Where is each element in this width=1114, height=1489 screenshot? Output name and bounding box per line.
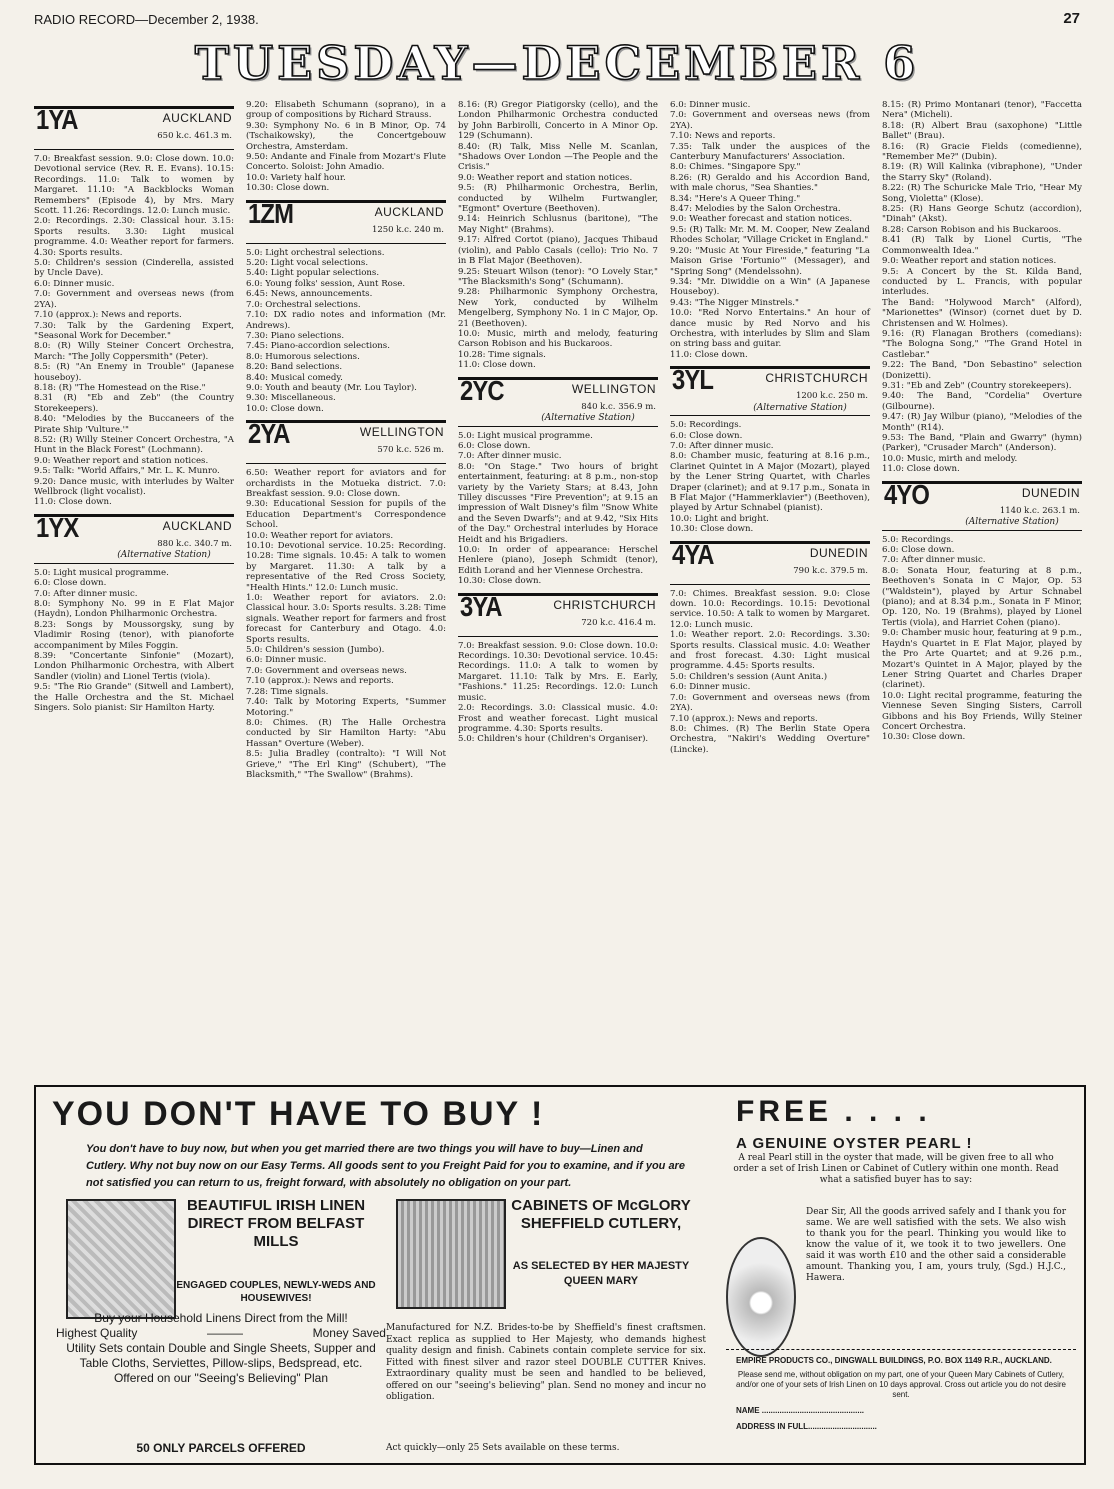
programme-item: 8.47: Melodies by the Salon Orchestra. [670, 204, 841, 215]
ad-free: FREE . . . . [736, 1095, 931, 1128]
programme-item: 8.0: Humorous selections. [246, 351, 360, 362]
station-call-sign: 4YA [672, 538, 714, 570]
station-city: CHRISTCHURCH [553, 597, 656, 612]
station-header [246, 197, 446, 244]
order-coupon [726, 1349, 1076, 1461]
programme-item: 8.0: Chimes. "Singapore Spy." [670, 162, 801, 173]
column-2 [246, 100, 446, 780]
programme-item: 9.14: Heinrich Schlusnus (baritone), "The May Night" (Brahms). [458, 214, 658, 235]
programme-item: 10.30: Close down. [246, 183, 330, 194]
programme-item: 6.0: Dinner music. [670, 682, 751, 693]
programme-item: 11.0: Close down. [34, 497, 112, 508]
running-header [34, 12, 1080, 30]
programme-item: 10.0: Weather report for aviators. [246, 530, 394, 541]
programme-item: 7.0: Chimes. Breakfast session. 9.0: Close down. 10.0: Recordings. 10.15: Devotional service. 10.50: A talk to women by Margaret. 12.0: Lunch music. [670, 588, 870, 630]
programme-item: 9.0: Youth and beauty (Mr. Lou Taylor). [246, 382, 417, 393]
station-frequency: 720 k.c. 416.4 m. [581, 617, 656, 628]
programme-item: 7.0: Orchestral selections. [246, 299, 361, 310]
programme-item: 8.40: (R) Talk, Miss Nelle M. Scanlan, "Shadows Over London —The People and the Crisis." [458, 141, 658, 173]
station-alt-label: (Alternative Station) [965, 517, 1059, 528]
programme-item: 9.17: Alfred Cortot (piano), Jacques Thibaud (violin), and Pablo Casals (cello): Trio No. 7 in B Flat Major (Beethoven). [458, 235, 658, 267]
programme-item: 9.5: A Concert by the St. Kilda Band, conducted by L. Francis, with popular interludes. [882, 266, 1082, 298]
station-header [458, 590, 658, 637]
testimonial-letter: Dear Sir, All the goods arrived safely and I thank you for same. We are well satisfied with the sets. We also wish to thank you for the pearl. Thinking you would like to know the value of it, we took it to two jewellers. One said it was worth £10 and the other said a considerable amount. Thanking you, I am, yours truly, (Sgd.) H.J.C., Hawera. [806, 1207, 1066, 1283]
programme-item: 2.0: Recordings. 2.30: Classical hour. 3.15: Sports results. 3.30: Light musical programme. 4.0: Weather report for farmers. 4.30: Sports results. [34, 216, 234, 258]
programme-item: 8.18: (R) Albert Brau (saxophone) "Little Ballet" (Brau). [882, 120, 1082, 142]
programme-item: 8.5: Julia Bradley (contralto): "I Will Not Grieve," "The Erl King" (Schubert), "The Blacksmith," "The Swallow" (Brahms). [246, 749, 446, 780]
programme-item: 10.30: Close down. [458, 576, 542, 587]
station-call-sign: 1ZM [248, 197, 294, 229]
station-frequency: 650 k.c. 461.3 m. [157, 131, 232, 141]
station-header [882, 478, 1082, 531]
programme-item: 8.52: (R) Willy Steiner Concert Orchestra, "A Hunt in the Black Forest" (Lochmann). [34, 434, 234, 456]
programme-item: 10.30: Close down. [882, 732, 966, 743]
station-call-sign: 2YA [248, 418, 290, 450]
programme-item: 9.0: Weather forecast and station notices. [670, 214, 853, 225]
programme-item: 5.0: Children's hour (Children's Organiser). [458, 734, 649, 745]
programme-item: 7.0: Government and overseas news (from 2YA). [670, 110, 870, 131]
programme-item: 8.0: Chimes. (R) The Halle Orchestra conducted by Sir Hamilton Harty: "Abu Hassan" Overture (Weber). [246, 717, 446, 749]
programme-item: The Band: "Holywood March" (Alford), "Marionettes" (Winsor) (cornet duet by D. Christensen and W. Holmes). [882, 297, 1082, 329]
programme-item: 8.0: Symphony No. 99 in E Flat Major (Haydn), London Philharmonic Orchestra. [34, 599, 234, 620]
programme-item: 6.0: Close down. [458, 440, 531, 451]
ad-intro: You don't have to buy now, but when you get married there are two things you will have to buy—Linen and Cutlery. Why not buy now on our Easy Terms. All goods sent to you Freight Paid for you to examine, and if you are not satisfied you can return to us, freight forward, with absolutely no obligation on your part. [86, 1143, 685, 1189]
programme-item: 5.0: Recordings. [670, 420, 742, 431]
programme-item: 1.0: Weather report for aviators. 2.0: Classical hour. 3.0: Sports results. 3.28: Time signals. Weather report for farmers and frost forecast for Canterbury and Otago. 4.0: Sports results. [246, 593, 446, 645]
station-alt-label: (Alternative Station) [541, 413, 635, 424]
station-header [246, 420, 446, 464]
programme-item: 6.0: Dinner music. [34, 278, 115, 289]
programme-item: 9.30: Miscellaneous. [246, 393, 336, 404]
station-header [34, 511, 234, 564]
programme-item: 8.16: (R) Gracie Fields (comedienne), "Remember Me?" (Dubin). [882, 141, 1082, 163]
cutlery-illustration [396, 1199, 506, 1309]
programme-item: 8.39: "Concertante Sinfonie" (Mozart), London Philharmonic Orchestra, with Albert Sandler (violin) and Lionel Tertis (viola). [34, 651, 234, 682]
linen-quality: Highest Quality [56, 1326, 138, 1340]
programme-item: 9.53: The Band, "Plain and Gwarry" (hymn) (Parker), "Crusader March" (Anderson). [882, 433, 1082, 454]
ad-pearl-heading: A GENUINE OYSTER PEARL ! [736, 1135, 973, 1152]
programme-item: 6.50: Weather report for aviators and for orchardists in the Motueka district. 7.0: Breakfast session. 9.0: Close down. [246, 468, 446, 499]
programme-item: 8.16: (R) Gregor Piatigorsky (cello), and the London Philharmonic Orchestra conducted by John Barbirolli, Concerto in A Minor Op. 129 (Schumann). [458, 100, 658, 142]
programme-item: 8.20: Band selections. [246, 362, 343, 373]
coupon-name-field[interactable]: NAME .............................................. [736, 1406, 865, 1415]
linen-subtitle: ENGAGED COUPLES, NEWLY-WEDS AND HOUSEWIVES! [176, 1280, 376, 1304]
programme-item: 7.10: News and reports. [670, 131, 776, 142]
station-city: AUCKLAND [374, 204, 444, 219]
station-city: CHRISTCHURCH [765, 371, 868, 386]
cutlery-final: Act quickly—only 25 Sets available on these terms. [386, 1443, 620, 1453]
programme-item: 10.0: Music, mirth and melody, featuring Carson Robison and his Buckaroos. [458, 328, 658, 350]
programme-item: 5.0: Recordings. [882, 534, 954, 545]
programme-item: 7.10: DX radio notes and information (Mr. Andrews). [246, 310, 446, 331]
programme-item: 1.0: Weather report. 2.0: Recordings. 3.30: Sports results. Classical music. 4.0: Weather and frost forecast. 4.30: Light musical programme. 4.45: Sports results. [670, 630, 870, 672]
cutlery-title: CABINETS OF McGLORY SHEFFIELD CUTLERY, [511, 1197, 691, 1232]
station-city: WELLINGTON [571, 381, 656, 396]
programme-item: 5.0: Children's session (Jumbo). [246, 645, 385, 656]
station-frequency: 790 k.c. 379.5 m. [793, 565, 868, 576]
station-frequency: 880 k.c. 340.7 m. [157, 538, 232, 549]
programme-item: 8.31 (R) "Eb and Zeb" (the Country Storekeepers). [34, 393, 234, 414]
programme-item: 7.10 (approx.): News and reports. [246, 676, 394, 687]
programme-item: 7.10 (approx.): News and reports. [34, 310, 182, 321]
programme-item: 10.0: Light and bright. [670, 513, 769, 524]
programme-item: 7.40: Talk by Motoring Experts, "Summer Motoring." [246, 697, 446, 718]
programme-item: 10.0: In order of appearance: Herschel Henlere (piano), Joseph Schmidt (tenor), Edith Lorand and her Viennese Orchestra. [458, 545, 658, 576]
programme-item: 9.16: (R) Flanagan Brothers (comedians): "The Bologna Song," "The Grand Hotel in Castlebar." [882, 328, 1082, 360]
day-title: TUESDAY—DECEMBER 6 [194, 36, 920, 90]
programme-item: 10.0: Variety half hour. [246, 172, 346, 183]
station-call-sign: 3YA [460, 590, 502, 622]
page-number: 27 [1063, 10, 1080, 27]
programme-item: 10.10: Devotional service. 10.25: Recording. 10.28: Time signals. 10.45: A talk to women by Margaret. 11.30: A talk by a representative of the Red Cross Society, "Health Hints." 12.0: Lunch music. [246, 541, 446, 593]
programme-item: 9.30: Educational Session for pupils of the Education Department's Correspondence School. [246, 499, 446, 531]
linen-row [56, 1326, 386, 1341]
station-call-sign: 4YO [884, 478, 930, 510]
programme-item: 2.0: Recordings. 3.0: Classical music. 4.0: Frost and weather forecast. Light musical programme. 4.30: Sports results. [458, 703, 658, 734]
programme-item: 6.0: Dinner music. [670, 100, 751, 110]
programme-item: 8.25: (R) Hans George Schutz (accordion), "Dinah" (Akst). [882, 204, 1082, 225]
linen-line: Buy your Household Linens Direct from the Mill! [94, 1311, 348, 1325]
station-frequency: 570 k.c. 526 m. [377, 445, 444, 456]
station-city: WELLINGTON [359, 425, 444, 440]
programme-item: 7.0: After dinner music. [34, 588, 138, 599]
programme-item: 10.0: Close down. [246, 403, 324, 414]
programme-item: 9.20: Elisabeth Schumann (soprano), in a group of compositions by Richard Strauss. [246, 100, 446, 121]
station-city: AUCKLAND [162, 111, 232, 125]
column-3 [458, 100, 658, 745]
station-frequency: 1200 k.c. 250 m. [795, 391, 868, 402]
pearl-body: A real Pearl still in the oyster that made, will be given free to all who order a set of Irish Linen or Cabinet of Cutlery within one month. Read what a satisfied buyer has to say: [733, 1153, 1059, 1185]
programme-item: 9.30: Symphony No. 6 in B Minor, Op. 74 (Tschaikowsky), the Concertgebouw Orchestra, Amsterdam. [246, 120, 446, 152]
programme-item: 6.0: Young folks' session, Aunt Rose. [246, 278, 406, 289]
station-header [458, 374, 658, 427]
linen-sets: Utility Sets contain Double and Single Sheets, Supper and Table Cloths, Serviettes, Pillow-slips, Bedspread, etc. [66, 1341, 376, 1370]
programme-item: 7.0: Breakfast session. 9.0: Close down. 10.0: Recordings. 10.30: Devotional service. 10.45: Recordings. 11.0: A talk to women by Margaret. 11.10: Talk by Mrs. E. Early, "Fashions." 11.25: Recordings. 12.0: Lunch music. [458, 640, 658, 703]
column-4 [670, 100, 870, 755]
cutlery-subtitle: AS SELECTED BY HER MAJESTY QUEEN MARY [512, 1260, 690, 1287]
station-alt-label: (Alternative Station) [117, 550, 211, 561]
cutlery-body: Manufactured for N.Z. Brides-to-be by Sheffield's finest craftsmen. Exact replica as supplied to Her Majesty, who demands highest quality design and finish. Cabinets contain complete service for six. Fitted with finest silver and razor steel DOUBLE CUTTER Knives. Extraordinary quality must be seen and handled to be believed, offered on our "seeing's believing" plan. Send no money and incur no obligation. [386, 1323, 706, 1402]
programme-item: 8.19: (R) Will Kalinka (vibraphone), "Under the Starry Sky" (Roland). [882, 162, 1082, 183]
programme-item: 5.0: Children's session (Cinderella, assisted by Uncle Dave). [34, 258, 234, 279]
station-frequency: 1140 k.c. 263.1 m. [999, 505, 1080, 516]
programme-item: 8.0: (R) Willy Steiner Concert Orchestra, March: "The Jolly Coppersmith" (Peter). [34, 341, 234, 362]
programme-item: 8.0: Sonata Hour, featuring at 8 p.m., Beethoven's Sonata in C Major, Op. 53 ("Waldstein"), played by Artur Schnabel (piano); and at 8.34 p.m., Sonata in F Minor, Op. 120, No. 19 (Brahms), played by Lionel Tertis (viola), and Harriet Cohen (piano). [882, 565, 1082, 628]
programme-item: 8.0: Chamber music, featuring at 8.16 p.m., Clarinet Quintet in A Major (Mozart), played by the Lener String Quartet, with Charles Draper (clarinet); and at 9.17 p.m., Sonata in B Flat Major ("Hammerklavier") (Beethoven), played by Artur Schnabel (pianist). [670, 451, 870, 514]
programme-item: 5.0: Children's session (Aunt Anita.) [670, 671, 828, 682]
linen-body [56, 1311, 386, 1386]
linen-offer: Offered on our "Seeing's Believing" Plan [113, 1371, 329, 1385]
programme-item: 8.0: Chimes. (R) The Berlin State Opera Orchestra, "Nakiri's Wedding Overture" (Lincke). [670, 723, 870, 755]
coupon-address-field[interactable]: ADDRESS IN FULL............................... [736, 1422, 877, 1431]
programme-item: 9.5: (R) Philharmonic Orchestra, Berlin, conducted by Wilhelm Furtwangler, "Egmont" Overture (Beethoven). [458, 183, 658, 215]
programme-item: 9.34: "Mr. Diwiddie on a Win" (A Japanese Houseboy). [670, 276, 870, 298]
linen-final: 50 ONLY PARCELS OFFERED [136, 1441, 306, 1455]
station-city: DUNEDIN [809, 545, 868, 560]
programme-item: 7.0: After dinner music. [882, 555, 986, 566]
station-city: DUNEDIN [1021, 485, 1080, 500]
linen-illustration [66, 1199, 176, 1319]
programme-item: 7.28: Time signals. [246, 686, 329, 697]
programme-item: 9.40: The Band, "Cordelia" Overture (Gilbourne). [882, 391, 1082, 412]
programme-item: 6.0: Close down. [34, 578, 107, 589]
programme-item: 9.28: Philharmonic Symphony Orchestra, New York, conducted by Wilhelm Mengelberg, Symphony No. 1 in C Major, Op. 21 (Beethoven). [458, 287, 658, 329]
programme-item: 8.22: (R) The Schuricke Male Trio, "Hear My Song, Violetta" (Klose). [882, 183, 1082, 204]
programme-item: 6.0: Dinner music. [246, 655, 327, 666]
programme-item: 7.45: Piano-accordion selections. [246, 341, 390, 352]
programme-item: 9.50: Andante and Finale from Mozart's Flute Concerto. Soloist: John Amadio. [246, 152, 446, 173]
programme-item: 6.0: Close down. [670, 430, 743, 441]
programme-item: 7.0: Government and overseas news (from 2YA). [670, 692, 870, 714]
programme-item: 9.0: Weather report and station notices. [458, 172, 633, 183]
programme-item: 7.10 (approx.): News and reports. [670, 713, 818, 724]
station-frequency: 840 k.c. 356.9 m. [581, 401, 656, 412]
programme-item: 8.0: "On Stage." Two hours of bright entertainment, featuring: at 8 p.m., non-stop variety by the Variety Stars; at 8.43, John Tilley discusses "Fire Prevention"; at 9.15 an impression of Walt Disney's film "Snow White and the Seven Dwarfs"; and at 9.42, "Six Hits of the Day." Orchestral interludes by Horace Heidt and his Brigadiers. [458, 461, 658, 545]
programme-item: 8.40: "Melodies by the Buccaneers of the Pirate Ship 'Vulture.'" [34, 414, 234, 435]
publication-line: RADIO RECORD—December 2, 1938. [34, 12, 259, 27]
programme-item: 6.45: News, announcements. [246, 289, 373, 300]
programme-item: 7.30: Talk by the Gardening Expert, "Seasonal Work for December." [34, 320, 234, 341]
coupon-address: EMPIRE PRODUCTS CO., DINGWALL BUILDINGS, P.O. BOX 1149 R.R., AUCKLAND. [736, 1356, 1052, 1365]
column-1 [34, 100, 234, 714]
programme-item: 9.0: Weather report and station notices. [34, 455, 209, 466]
programme-item: 8.28: Carson Robison and his Buckaroos. [882, 224, 1062, 235]
station-header [670, 538, 870, 585]
programme-item: 8.34: "Here's A Queer Thing." [670, 193, 801, 204]
programme-item: 9.0: Weather report and station notices. [882, 256, 1057, 267]
oyster-pearl-illustration [726, 1237, 796, 1357]
ad-headline: YOU DON'T HAVE TO BUY ! [52, 1095, 545, 1133]
programme-item: 8.40: Musical comedy. [246, 372, 343, 383]
programme-item: 11.0: Close down. [670, 349, 748, 360]
programme-item: 5.20: Light vocal selections. [246, 258, 369, 269]
station-header [670, 366, 870, 416]
programme-item: 10.30: Close down. [670, 524, 754, 535]
programme-item: 5.0: Light orchestral selections. [246, 247, 385, 258]
programme-item: 5.0: Light musical programme. [34, 567, 169, 578]
programme-item: 8.26: (R) Geraldo and his Accordion Band, with male chorus, "Sea Shanties." [670, 172, 870, 194]
programme-item: 9.47: (R) Jay Wilbur (piano), "Melodies of the Month" (R14). [882, 412, 1082, 433]
programme-item: 10.0: "Red Norvo Entertains." An hour of dance music by Red Norvo and his Orchestra, with interludes by Slim and Slam on string bass and guitar. [670, 308, 870, 350]
linen-title: BEAUTIFUL IRISH LINEN DIRECT FROM BELFAST MILLS [186, 1197, 366, 1250]
linen-dash: ——— [206, 1326, 243, 1340]
programme-item: 9.43: "The Nigger Minstrels." [670, 297, 799, 308]
station-city: AUCKLAND [162, 518, 232, 533]
programme-item: 9.31: "Eb and Zeb" (Country storekeepers). [882, 380, 1072, 391]
programme-item: 9.5: Talk: "World Affairs," Mr. L. K. Munro. [34, 466, 220, 477]
programme-item: 11.0: Close down. [458, 360, 536, 371]
programme-item: 9.20: Dance music, with interludes by Walter Wellbrock (light vocalist). [34, 476, 234, 497]
advertisement [34, 1085, 1086, 1465]
station-call-sign: 1YA [36, 104, 78, 135]
programme-item: 7.35: Talk under the auspices of the Canterbury Manufacturers' Association. [670, 141, 870, 163]
programme-item: 8.23: Songs by Moussorgsky, sung by Vladimir Rosing (tenor), with pianoforte accompaniment by Miles Foggin. [34, 619, 234, 651]
programme-item: 10.28: Time signals. [458, 349, 546, 360]
programme-item: 7.0: After dinner music. [670, 440, 774, 451]
programme-item: 8.5: (R) "An Enemy in Trouble" (Japanese houseboy). [34, 362, 234, 383]
programme-item: 10.0: Music, mirth and melody. [882, 453, 1018, 464]
column-5 [882, 100, 1082, 743]
programme-item: 7.0: Government and overseas news. [246, 665, 407, 676]
programme-item: 9.0: Chamber music hour, featuring at 9 p.m., Haydn's Quartet in E Flat Major, played by the Pro Arte Quartet; and at 9.26 p.m., Mozart's Quintet in A Major, played by the Lener String Quartet and Charles Draper (clarinet). [882, 628, 1082, 691]
station-frequency: 1250 k.c. 240 m. [371, 224, 444, 235]
programme-item: 7.0: Breakfast session. 9.0: Close down. 10.0: Devotional service (Rev. R. E. Evans). 10.15: Recordings. 11.0: Talk to women by Margaret. 11.10: "A Backblocks Woman Remembers" (Episode 4), by Mrs. Mary Scott. 11.26: Recordings. 12.0: Lunch music. [34, 154, 234, 217]
programme-item: 8.41 (R) Talk by Lionel Curtis, "The Commonwealth Idea." [882, 235, 1082, 256]
programme-item: 9.5: (R) Talk: Mr. M. M. Cooper, New Zealand Rhodes Scholar, "Village Cricket in England." [670, 224, 870, 246]
programme-item: 8.15: (R) Primo Montanari (tenor), "Faccetta Nera" (Micheli). [882, 100, 1082, 121]
programme-columns [34, 100, 1086, 1070]
programme-item: 5.0: Light musical programme. [458, 430, 593, 441]
station-header [34, 106, 234, 150]
programme-item: 9.5: "The Rio Grande" (Sitwell and Lambert), the Halle Orchestra and the St. Michael Singers. Solo pianist: Sir Hamilton Harty. [34, 682, 234, 714]
programme-item: 9.25: Steuart Wilson (tenor): "O Lovely Star," "The Blacksmith's Song" (Schumann). [458, 266, 658, 287]
station-call-sign: 2YC [460, 374, 504, 406]
station-call-sign: 3YL [672, 364, 714, 396]
programme-item: 5.40: Light popular selections. [246, 268, 380, 279]
linen-money: Money Saved [312, 1326, 386, 1340]
programme-item: 7.30: Piano selections. [246, 330, 345, 341]
programme-item: 6.0: Close down. [882, 545, 955, 556]
station-call-sign: 1YX [36, 511, 79, 543]
programme-item: 7.0: Government and overseas news (from 2YA). [34, 289, 234, 310]
station-alt-label: (Alternative Station) [753, 402, 847, 413]
programme-item: 8.18: (R) "The Homestead on the Rise." [34, 382, 206, 393]
programme-item: 9.22: The Band, "Don Sebastino" selection (Donizetti). [882, 360, 1082, 381]
programme-item: 7.0: After dinner music. [458, 451, 562, 462]
coupon-request: Please send me, without obligation on my part, one of your Queen Mary Cabinets of Cutlery, and/or one of your sets of Irish Linen on 10 days approval. Cross out article you do not desire sent. [736, 1370, 1066, 1399]
programme-item: 10.0: Light recital programme, featuring the Viennese Seven Singing Sisters, Carroll Gibbons and his Boy Friends, Willy Steiner Concert Orchestra. [882, 690, 1082, 732]
programme-item: 9.20: "Music At Your Fireside," featuring "La Maison Grise 'Fortunio'" (Messager), and "Spring Song" (Mendelssohn). [670, 245, 870, 277]
programme-item: 11.0: Close down. [882, 464, 960, 475]
